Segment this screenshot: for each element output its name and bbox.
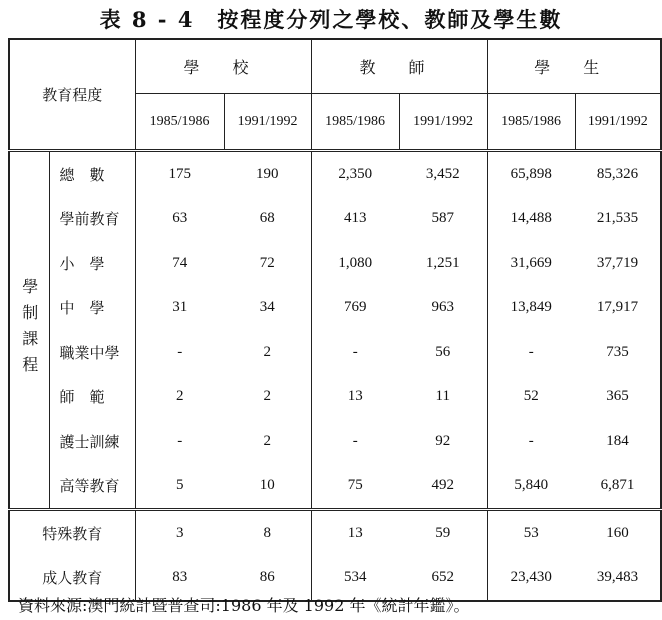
table-cell: 2: [176, 388, 184, 405]
table-cell: 74: [172, 254, 188, 271]
table-cell: 2,350: [338, 165, 373, 182]
row-label: 職業中學: [49, 330, 135, 375]
table-cell: 652: [399, 556, 487, 602]
table-cell: 190: [224, 151, 311, 197]
table-cell: 3: [176, 524, 184, 541]
table-cell: 65,898: [510, 165, 552, 182]
table-cell: 2: [224, 375, 311, 420]
year-header: 1991/1992: [399, 94, 487, 151]
table-cell: 75: [347, 477, 363, 494]
year-header: 1991/1992: [587, 113, 648, 129]
table-cell: 10: [224, 464, 311, 510]
table-cell: 1,080: [338, 254, 373, 271]
row-label: 高等教育: [49, 464, 135, 510]
table-cell: 13: [347, 388, 363, 405]
row-label: 小 學: [49, 241, 135, 286]
table-cell: 31,669: [510, 254, 552, 271]
table-cell: 17,917: [596, 299, 639, 316]
group-header-schools: 學 校: [135, 39, 311, 94]
table-cell: 86: [224, 556, 311, 602]
table-cell: 83: [172, 569, 188, 586]
table-cell: 37,719: [596, 254, 639, 271]
table-title: 表 8 - 4 按程度分列之學校、教師及學生數: [99, 7, 563, 32]
table-row: [9, 330, 661, 375]
table-cell: 413: [344, 210, 367, 227]
table-cell: 63: [172, 210, 188, 227]
table-cell: 72: [224, 241, 311, 286]
table-row: [9, 419, 661, 464]
row-label: 中 學: [49, 286, 135, 331]
table-cell: 92: [399, 419, 487, 464]
table-cell: 52: [523, 388, 539, 405]
table-cell: 23,430: [510, 569, 552, 586]
table-cell: 2: [224, 419, 311, 464]
table-cell: 184: [606, 432, 629, 449]
table-row: [9, 464, 661, 510]
table-cell: 2: [224, 330, 311, 375]
table-cell: -: [177, 343, 183, 360]
table-cell: 13: [347, 524, 363, 541]
table-cell: 175: [168, 165, 192, 182]
table-cell: 39,483: [596, 569, 639, 586]
table-cell: -: [352, 343, 358, 360]
source-note: 資料來源:澳門統計暨普查司:1986 年及 1992 年《統計年鑑》。: [18, 596, 470, 615]
year-header: 1985/1986: [311, 94, 399, 151]
row-label: 總 數: [49, 151, 135, 197]
table-cell: 11: [399, 375, 487, 420]
table-cell: 34: [224, 286, 311, 331]
table-row: [9, 197, 661, 242]
table-cell: 3,452: [399, 151, 487, 197]
table-row: [9, 375, 661, 420]
table-cell: 56: [399, 330, 487, 375]
table-cell: 8: [224, 510, 311, 556]
table-row: [9, 510, 661, 556]
table-cell: 21,535: [596, 210, 639, 227]
year-header: 1991/1992: [224, 94, 311, 151]
table-cell: 68: [224, 197, 311, 242]
table-cell: -: [528, 432, 534, 449]
table-cell: 31: [172, 299, 188, 316]
table-cell: -: [177, 432, 183, 449]
row-label: 特殊教育: [9, 510, 135, 556]
table-cell: 735: [606, 343, 629, 360]
table-cell: -: [352, 432, 358, 449]
table-cell: 587: [399, 197, 487, 242]
table-cell: 85,326: [596, 165, 639, 182]
table-cell: 5,840: [514, 477, 549, 494]
year-header: 1985/1986: [135, 94, 224, 151]
table-cell: 5: [176, 477, 184, 494]
table-row: [9, 241, 661, 286]
row-label: 護士訓練: [49, 419, 135, 464]
table-cell: 1,251: [399, 241, 487, 286]
group-header-students: 學 生: [487, 39, 661, 94]
table-cell: 59: [399, 510, 487, 556]
table-cell: 13,849: [510, 299, 552, 316]
table-cell: 160: [606, 524, 629, 541]
row-label: 成人教育: [9, 556, 135, 602]
corner-header: 教育程度: [9, 39, 135, 151]
row-label: 學前教育: [49, 197, 135, 242]
group-header-teachers: 教 師: [311, 39, 487, 94]
table-cell: 534: [344, 569, 367, 586]
education-stats-table: [8, 38, 662, 602]
row-label: 師 範: [49, 375, 135, 420]
table-cell: 365: [606, 388, 629, 405]
table-cell: 14,488: [510, 210, 552, 227]
table-cell: -: [528, 343, 534, 360]
table-cell: 492: [399, 464, 487, 510]
table-row: [9, 151, 661, 197]
table-cell: 6,871: [600, 477, 635, 494]
table-cell: 53: [523, 524, 539, 541]
year-header: 1985/1986: [487, 94, 575, 151]
side-label: 學制課程: [9, 151, 49, 510]
table-cell: 963: [399, 286, 487, 331]
table-row: [9, 286, 661, 331]
table-cell: 769: [344, 299, 367, 316]
